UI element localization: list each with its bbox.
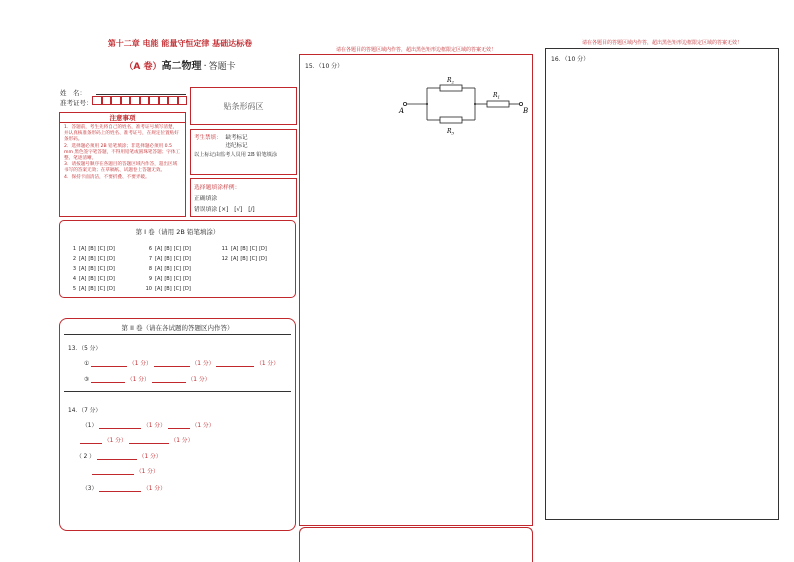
label-a: A [399, 107, 405, 115]
mc-option-bubble[interactable]: [A] [155, 286, 163, 292]
mc-option-bubble[interactable]: [A] [155, 256, 163, 262]
mc-option-bubble[interactable]: [C] [97, 246, 106, 252]
points: （1 分） [191, 361, 215, 367]
mc-option-bubble[interactable]: [B] [164, 266, 172, 272]
q14-row-2 [80, 435, 193, 444]
q14-row-1 [82, 420, 215, 429]
id-digit-box[interactable] [130, 96, 140, 105]
mc-option-bubble[interactable]: [B] [164, 246, 172, 252]
notice-item: 1．答题前，考生先将自己的姓名，准考证号填写清楚，并认真核准条形码上的姓名、准考证号，在规定位置贴好条形码。 [64, 125, 179, 143]
resistor-r2 [440, 85, 462, 91]
id-digit-box[interactable] [140, 96, 150, 105]
points: （1 分） [187, 377, 211, 383]
q13-label: 13．（5 分） [68, 346, 102, 352]
mc-row [144, 264, 193, 274]
mc-option-bubble[interactable]: [B] [164, 286, 172, 292]
mc-option-bubble[interactable]: [C] [97, 286, 106, 292]
mc-column-2 [144, 244, 193, 294]
name-label: 姓 名： [60, 89, 86, 97]
terminal-b [519, 102, 522, 105]
mc-option-bubble[interactable]: [D] [107, 266, 115, 272]
answer-blank[interactable] [92, 469, 134, 475]
card-title [60, 57, 300, 72]
mc-option-bubble[interactable]: [A] [79, 246, 87, 252]
terminal-a [403, 102, 406, 105]
mc-option-bubble[interactable]: [D] [183, 286, 191, 292]
id-number-boxes[interactable] [92, 96, 187, 105]
mc-option-bubble[interactable]: [A] [155, 266, 163, 272]
next-answer-area[interactable] [299, 527, 533, 562]
section-2-box [59, 318, 296, 531]
missing-mark[interactable]: 缺考标记 [225, 135, 248, 141]
points: （1 分） [135, 469, 159, 475]
id-digit-box[interactable] [121, 96, 131, 105]
mc-question-number: 10 [145, 286, 152, 292]
paper-title: 第十二章 电能 能量守恒定律 基础达标卷 [107, 39, 253, 48]
id-digit-box[interactable] [149, 96, 159, 105]
barcode-area: 贴条形码区 [190, 87, 297, 125]
mc-row [68, 274, 117, 284]
mc-option-bubble[interactable]: [B] [88, 266, 96, 272]
mc-option-bubble[interactable]: [B] [88, 286, 96, 292]
section-1-title: 第 I 卷（请用 2B 铅笔填涂） [135, 228, 220, 236]
id-digit-box[interactable] [102, 96, 112, 105]
exam-status-box [190, 129, 297, 175]
resistor-r3 [440, 117, 462, 123]
mc-option-bubble[interactable]: [D] [259, 246, 267, 252]
label-r3: $R_3$ [447, 128, 455, 136]
mc-option-bubble[interactable]: [C] [173, 276, 182, 282]
mc-option-bubble[interactable]: [A] [79, 256, 87, 262]
mc-option-bubble[interactable]: [C] [97, 266, 106, 272]
mc-option-bubble[interactable]: [D] [183, 266, 191, 272]
column-3-warning: 请在各题目的答题区域内作答，超出黑色矩形边框限定区域的答案无效！ [581, 40, 742, 46]
answer-blank[interactable] [168, 423, 190, 429]
card-label: 答题卡 [208, 62, 236, 72]
mc-option-bubble[interactable]: [C] [173, 246, 182, 252]
q14-row-5 [82, 483, 166, 492]
answer-blank[interactable] [99, 486, 141, 492]
mc-option-bubble[interactable]: [A] [155, 276, 163, 282]
q14-row-4 [92, 466, 159, 475]
mc-option-bubble[interactable]: [B] [240, 256, 248, 262]
notice-item: 4．保持卡面清洁，不要折叠、不要弄破。 [64, 174, 150, 180]
mc-question-number: 4 [72, 276, 76, 282]
mc-question-number: 9 [148, 276, 152, 282]
mc-option-bubble[interactable]: [D] [183, 256, 191, 262]
answer-blank[interactable] [91, 377, 125, 383]
q14-part-1: （1） [82, 423, 98, 429]
id-digit-box[interactable] [92, 96, 102, 105]
mc-row [68, 254, 117, 264]
points: （1 分） [103, 438, 127, 444]
points: （1 分） [256, 361, 280, 367]
notice-box [59, 112, 186, 217]
mc-option-bubble[interactable]: [B] [88, 276, 96, 282]
q13-circle-1: ① [84, 361, 90, 367]
label-r2: $R_2$ [447, 77, 455, 85]
points: （1 分） [128, 361, 152, 367]
mc-option-bubble[interactable]: [D] [107, 276, 115, 282]
mc-row [144, 274, 193, 284]
section-2-title: 第 II 卷（请在各试题的答题区内作答） [121, 324, 234, 332]
answer-blank[interactable] [154, 361, 190, 367]
mc-question-number: 5 [72, 286, 76, 292]
fill-correct: 正确填涂 [194, 196, 218, 202]
fill-example-box [190, 178, 297, 217]
fill-wrong: 错误填涂 [×] [√] [/] [194, 207, 255, 213]
exam-status-label: 考生禁填： [194, 135, 222, 141]
q16-label: 16．（10 分） [551, 56, 590, 63]
mc-question-number: 6 [148, 246, 152, 252]
cheat-mark[interactable]: 违纪标记 [225, 143, 248, 149]
mc-option-bubble[interactable]: [A] [155, 246, 163, 252]
notice-title: 注意事项 [60, 113, 185, 123]
answer-blank[interactable] [129, 438, 169, 444]
circuit-diagram [395, 69, 535, 139]
mc-option-bubble[interactable]: [C] [97, 276, 106, 282]
mc-question-number: 7 [148, 256, 152, 262]
mc-row [144, 254, 193, 264]
mc-option-bubble[interactable]: [B] [164, 276, 172, 282]
answer-blank[interactable] [97, 454, 137, 460]
mc-column-1 [68, 244, 117, 294]
mc-option-bubble[interactable]: [D] [107, 246, 115, 252]
column-2-warning: 请在各题目的答题区域内作答，超出黑色矩形边框限定区域的答案无效！ [335, 47, 496, 53]
name-field[interactable] [96, 94, 186, 95]
label-r1: $R_1$ [493, 92, 501, 100]
notice-item: 3．请按题号顺序在各题目的答题区域内作答，超出区域书写的答案无效；在草稿纸、试题卷上答题无效。 [64, 162, 178, 174]
mc-option-bubble[interactable]: [A] [231, 246, 239, 252]
points: （1 分） [126, 377, 150, 383]
mc-option-bubble[interactable]: [D] [183, 246, 191, 252]
mc-option-bubble[interactable]: [D] [259, 256, 267, 262]
mc-row [220, 244, 269, 254]
mc-option-bubble[interactable]: [B] [88, 256, 96, 262]
id-digit-box[interactable] [111, 96, 121, 105]
q14-label: 14．（7 分） [68, 408, 102, 414]
answer-blank[interactable] [216, 361, 254, 367]
resistor-r1 [487, 101, 509, 107]
q13-circle-3: ③ [84, 377, 90, 383]
q14-part-3: （3） [82, 486, 98, 492]
label-b: B [523, 107, 529, 115]
id-label: 准考证号： [60, 99, 93, 107]
mc-option-bubble[interactable]: [A] [79, 286, 87, 292]
points: （1 分） [142, 423, 166, 429]
title-separator: · [203, 61, 207, 72]
mc-option-bubble[interactable]: [C] [173, 266, 182, 272]
answer-blank[interactable] [80, 438, 102, 444]
mc-option-bubble[interactable]: [C] [97, 256, 106, 262]
mc-row [220, 254, 269, 264]
answer-blank[interactable] [152, 377, 186, 383]
mc-option-bubble[interactable]: [B] [240, 246, 248, 252]
mc-question-number: 11 [221, 246, 228, 252]
mc-row [68, 264, 117, 274]
mc-option-bubble[interactable]: [B] [164, 256, 172, 262]
mc-option-bubble[interactable]: [C] [173, 256, 182, 262]
points: （1 分） [138, 454, 162, 460]
points: （1 分） [170, 438, 194, 444]
id-digit-box[interactable] [159, 96, 169, 105]
id-digit-box[interactable] [168, 96, 178, 105]
mc-question-number: 1 [72, 246, 76, 252]
divider [64, 334, 291, 335]
points: （1 分） [191, 423, 215, 429]
mc-option-bubble[interactable]: [C] [173, 286, 182, 292]
q15-label: 15．（10 分） [305, 63, 344, 70]
mc-row [68, 244, 117, 254]
points: （1 分） [142, 486, 166, 492]
mc-option-bubble[interactable]: [D] [183, 276, 191, 282]
q14-row-3 [76, 451, 162, 460]
fill-example-title: 选择题填涂样例： [194, 185, 241, 191]
section-1-box [59, 220, 296, 298]
mc-option-bubble[interactable]: [D] [107, 286, 115, 292]
mc-question-number: 8 [148, 266, 152, 272]
mc-option-bubble[interactable]: [B] [88, 246, 96, 252]
mc-question-number: 2 [72, 256, 76, 262]
mc-option-bubble[interactable]: [A] [79, 266, 87, 272]
mc-option-bubble[interactable]: [A] [231, 256, 239, 262]
version-label: （A 卷） [124, 62, 162, 72]
answer-blank[interactable] [99, 423, 141, 429]
answer-blank[interactable] [91, 361, 127, 367]
mc-option-bubble[interactable]: [C] [249, 256, 258, 262]
mc-question-number: 12 [221, 256, 228, 262]
mc-row [68, 284, 117, 294]
mc-row [144, 284, 193, 294]
id-digit-box[interactable] [178, 96, 188, 105]
mc-row [144, 244, 193, 254]
mc-column-3 [220, 244, 269, 264]
subject-label: 高二物理 [161, 61, 202, 72]
q14-part-2: （ 2 ） [76, 454, 95, 460]
mc-option-bubble[interactable]: [D] [107, 256, 115, 262]
q16-answer-area[interactable] [545, 48, 779, 520]
mc-option-bubble[interactable]: [A] [79, 276, 87, 282]
divider [64, 391, 291, 392]
exam-status-note: 以上标记由监考人员用 2B 铅笔填涂 [194, 152, 278, 158]
mc-option-bubble[interactable]: [C] [249, 246, 258, 252]
q15-answer-area[interactable] [299, 54, 533, 526]
q13-row-1 [84, 358, 279, 367]
mc-question-number: 3 [72, 266, 76, 272]
q13-row-2 [84, 374, 210, 383]
notice-item: 2．选择题必须用 2B 铅笔填涂；非选择题必须用 0.5 mm 黑色签字笔答题，不得用铅笔或圆珠笔答题；字体工整、笔迹清晰。 [64, 143, 181, 162]
